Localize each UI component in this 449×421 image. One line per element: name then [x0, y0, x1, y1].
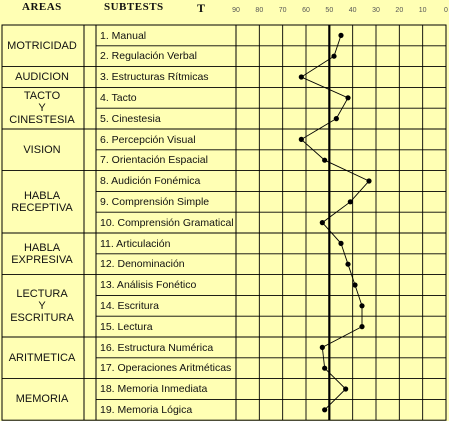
x-tick-label: 70 [278, 7, 287, 14]
data-point [322, 158, 327, 163]
x-tick-label: 80 [255, 7, 264, 14]
subtest-label: 7. Orientación Espacial [100, 154, 208, 167]
area-label: ARITMETICA [8, 351, 76, 364]
subtest-label: 14. Escritura [100, 299, 159, 312]
t-score-header: T [197, 1, 206, 15]
subtest-label: 5. Cinestesia [100, 112, 161, 125]
areas-header: AREAS [22, 1, 62, 13]
area-label: HABLA RECEPTIVA [11, 189, 73, 214]
area-label: MOTRICIDAD [7, 39, 77, 52]
x-tick-label: 0 [444, 7, 448, 14]
data-point [348, 199, 353, 204]
subtest-label: 12. Denominación [100, 258, 185, 271]
subtest-label: 10. Comprensión Gramatical [100, 216, 234, 229]
data-point [345, 262, 350, 267]
area-label: TACTO Y CINESTESIA [9, 90, 75, 127]
subtest-label: 17. Operaciones Aritméticas [100, 362, 232, 375]
subtest-label: 4. Tacto [100, 91, 137, 104]
data-point [338, 241, 343, 246]
data-point [322, 407, 327, 412]
x-tick-label: 40 [348, 7, 357, 14]
x-tick-label: 50 [325, 7, 334, 14]
subtest-label: 3. Estructuras Rítmicas [100, 71, 209, 84]
subtest-label: 6. Percepción Visual [100, 133, 196, 146]
x-tick-label: 10 [418, 7, 427, 14]
data-point [320, 220, 325, 225]
subtest-label: 16. Estructura Numérica [100, 341, 214, 354]
x-tick-label: 90 [232, 7, 240, 14]
data-point [331, 54, 336, 59]
data-point [359, 303, 364, 308]
area-label: HABLA EXPRESIVA [11, 241, 73, 266]
data-point [359, 324, 364, 329]
x-tick-label: 60 [302, 7, 310, 14]
area-label: LECTURA Y ESCRITURA [10, 287, 74, 324]
x-tick-label: 30 [372, 7, 380, 14]
subtest-label: 13. Análisis Fonético [100, 279, 197, 292]
data-point [345, 95, 350, 100]
subtest-label: 2. Regulación Verbal [100, 50, 197, 63]
data-point [352, 282, 357, 287]
x-tick-label: 20 [395, 7, 404, 14]
subtest-label: 1. Manual [100, 29, 147, 42]
data-point [320, 345, 325, 350]
subtest-label: 9. Comprensión Simple [100, 195, 210, 208]
data-point [334, 116, 339, 121]
area-label: VISION [23, 143, 61, 156]
data-point [299, 74, 304, 79]
subtest-label: 8. Audición Fonémica [100, 175, 201, 188]
subtests-header: SUBTESTS [104, 1, 164, 13]
data-point [366, 178, 371, 183]
area-label: AUDICION [15, 70, 69, 83]
subtest-label: 11. Articulación [100, 237, 171, 250]
data-point [338, 33, 343, 38]
data-point [343, 386, 348, 391]
profile-line [301, 35, 369, 409]
data-point [322, 366, 327, 371]
subtest-label: 18. Memoria Inmediata [100, 383, 208, 396]
subtest-label: 19. Memoria Lógica [100, 403, 193, 416]
subtest-label: 15. Lectura [100, 320, 153, 333]
data-point [299, 137, 304, 142]
area-label: MEMORIA [15, 393, 69, 406]
